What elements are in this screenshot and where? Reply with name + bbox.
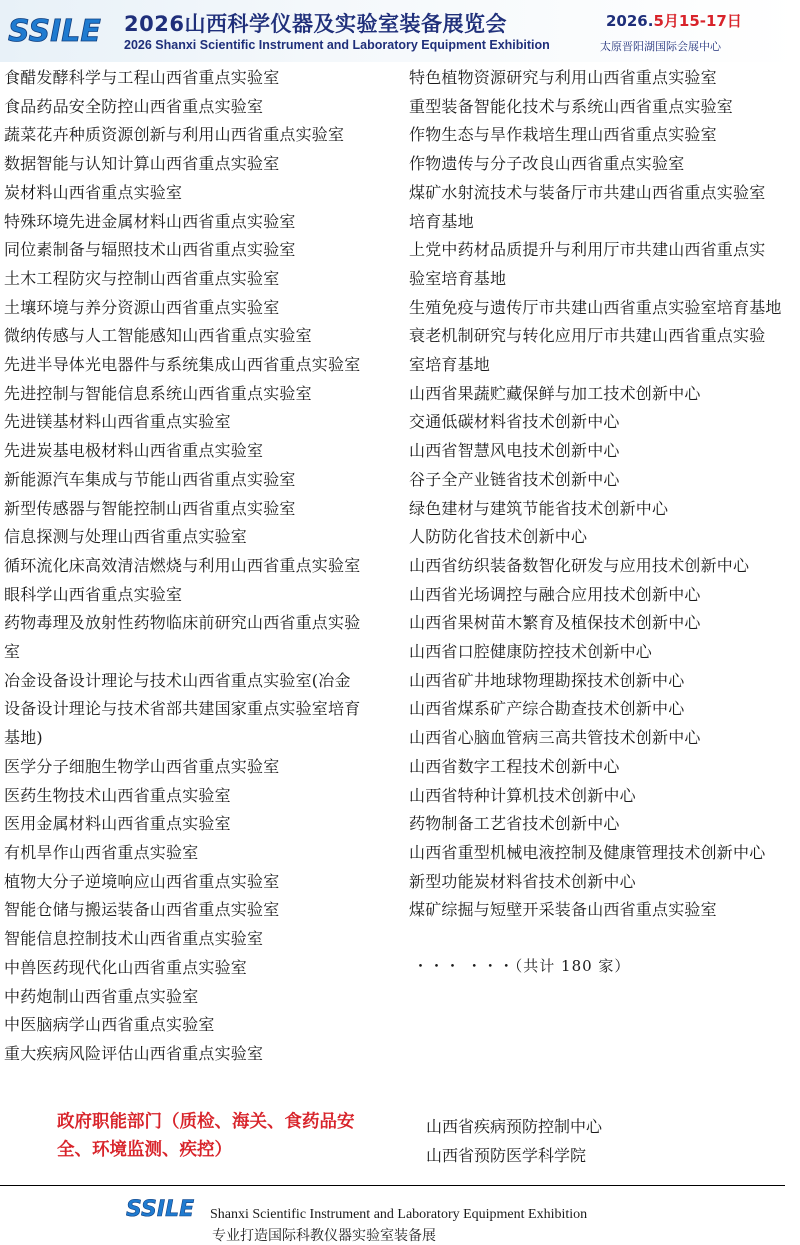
date-year: 2026.	[606, 12, 654, 30]
list-item: 山西省矿井地球物理勘探技术创新中心	[409, 670, 685, 690]
exhibition-title-en: 2026 Shanxi Scientific Instrument and Laboratory Equipment Exhibition	[124, 38, 550, 52]
footer-divider	[0, 1185, 785, 1186]
list-item: 山西省重型机械电液控制及健康管理技术创新中心	[409, 842, 766, 862]
list-item: 山西省纺织装备数智化研发与应用技术创新中心	[409, 555, 750, 575]
list-item: 室	[4, 642, 21, 662]
list-item: 上党中药材品质提升与利用厅市共建山西省重点实	[409, 240, 766, 260]
list-item: 山西省预防医学科学院	[426, 1146, 587, 1165]
list-item: 中医脑病学山西省重点实验室	[4, 1015, 215, 1035]
svg-text:SSILE: SSILE	[8, 14, 101, 49]
list-item: 山西省心脑血管病三高共管技术创新中心	[409, 728, 701, 748]
exhibition-venue: 太原晋阳湖国际会展中心	[600, 40, 721, 53]
left-lab-list	[4, 64, 400, 1069]
exhibition-title-cn: 2026山西科学仪器及实验室装备展览会	[124, 12, 507, 36]
list-item: 数据智能与认知计算山西省重点实验室	[4, 154, 280, 174]
footer-ssile-logo	[125, 1193, 207, 1223]
list-item: 新能源汽车集成与节能山西省重点实验室	[4, 469, 296, 489]
list-item: 山西省数字工程技术创新中心	[409, 756, 620, 776]
list-item: 作物遗传与分子改良山西省重点实验室	[409, 154, 685, 174]
list-item: 绿色建材与建筑节能省技术创新中心	[409, 498, 669, 518]
list-item: 验室培育基地	[409, 268, 507, 288]
list-item: 智能仓储与搬运装备山西省重点实验室	[4, 900, 280, 920]
list-item: 炭材料山西省重点实验室	[4, 182, 183, 202]
list-item: 药物制备工艺省技术创新中心	[409, 814, 620, 834]
list-item: 培育基地	[409, 211, 474, 231]
list-item: 山西省光场调控与融合应用技术创新中心	[409, 584, 701, 604]
list-item: 重型装备智能化技术与系统山西省重点实验室	[409, 96, 734, 116]
list-item: 山西省口腔健康防控技术创新中心	[409, 642, 653, 662]
list-item: 先进半导体光电器件与系统集成山西省重点实验室	[4, 355, 361, 375]
list-item: 山西省智慧风电技术创新中心	[409, 441, 620, 461]
list-item: 微纳传感与人工智能感知山西省重点实验室	[4, 326, 312, 346]
list-item: 中兽医药现代化山西省重点实验室	[4, 957, 248, 977]
list-item: 医用金属材料山西省重点实验室	[4, 814, 231, 834]
svg-text:SSILE: SSILE	[126, 1197, 195, 1222]
list-item: 土壤环境与养分资源山西省重点实验室	[4, 297, 280, 317]
list-item: 谷子全产业链省技术创新中心	[409, 469, 620, 489]
list-item: 新型功能炭材料省技术创新中心	[409, 871, 636, 891]
list-item: 重大疾病风险评估山西省重点实验室	[4, 1043, 264, 1063]
footer-title-en: Shanxi Scientific Instrument and Laboratory Equipment Exhibition	[210, 1207, 588, 1222]
list-item: 衰老机制研究与转化应用厅市共建山西省重点实验	[409, 326, 766, 346]
list-item: 食品药品安全防控山西省重点实验室	[4, 96, 264, 116]
date-days: 5月15-17日	[653, 12, 742, 30]
list-item: 山西省疾病预防控制中心	[426, 1117, 603, 1136]
list-item: 冶金设备设计理论与技术山西省重点实验室(冶金	[4, 670, 351, 690]
list-item: 医药生物技术山西省重点实验室	[4, 785, 231, 805]
list-item: 循环流化床高效清洁燃烧与利用山西省重点实验室	[4, 555, 361, 575]
government-heading: 政府职能部门（质检、海关、食药品安全、环境监测、疾控）	[57, 1112, 355, 1160]
list-item: 山西省特种计算机技术创新中心	[409, 785, 636, 805]
list-item: 设备设计理论与技术省部共建国家重点实验室培育	[4, 699, 361, 719]
list-item: 特色植物资源研究与利用山西省重点实验室	[409, 68, 717, 87]
list-item: 基地)	[4, 728, 43, 748]
total-count-note: ・・・ ・・・（共计 180 家）	[413, 957, 631, 975]
list-item: 煤矿水射流技术与装备厅市共建山西省重点实验室	[409, 182, 766, 202]
list-item: 人防防化省技术创新中心	[409, 527, 588, 547]
list-item: 食醋发酵科学与工程山西省重点实验室	[4, 68, 280, 87]
ssile-logo	[6, 10, 114, 50]
header-banner	[0, 0, 800, 62]
list-item: 医学分子细胞生物学山西省重点实验室	[4, 756, 280, 776]
list-item: 先进炭基电极材料山西省重点实验室	[4, 441, 264, 461]
list-item: 生殖免疫与遗传厅市共建山西省重点实验室培育基地	[409, 297, 782, 317]
list-item: 作物生态与旱作栽培生理山西省重点实验室	[409, 125, 717, 145]
list-item: 室培育基地	[409, 355, 491, 375]
list-item: 山西省煤系矿产综合勘查技术创新中心	[409, 699, 685, 719]
list-item: 植物大分子逆境响应山西省重点实验室	[4, 871, 280, 891]
footer-slogan: 专业打造国际科教仪器实验室装备展	[212, 1228, 436, 1244]
list-item: 有机旱作山西省重点实验室	[4, 842, 199, 862]
list-item: 山西省果树苗木繁育及植保技术创新中心	[409, 613, 701, 633]
list-item: 先进控制与智能信息系统山西省重点实验室	[4, 383, 312, 403]
list-item: 山西省果蔬贮藏保鲜与加工技术创新中心	[409, 383, 701, 403]
list-item: 新型传感器与智能控制山西省重点实验室	[4, 498, 296, 518]
list-item: 同位素制备与辐照技术山西省重点实验室	[4, 240, 296, 260]
list-item: 信息探测与处理山西省重点实验室	[4, 527, 248, 547]
list-item: 中药炮制山西省重点实验室	[4, 986, 199, 1006]
list-item: 眼科学山西省重点实验室	[4, 584, 183, 604]
list-item: 智能信息控制技术山西省重点实验室	[4, 929, 264, 949]
exhibition-date	[606, 10, 742, 31]
list-item: 先进镁基材料山西省重点实验室	[4, 412, 231, 432]
right-lab-list	[409, 64, 800, 925]
list-item: 特殊环境先进金属材料山西省重点实验室	[4, 211, 296, 231]
list-item: 药物毒理及放射性药物临床前研究山西省重点实验	[4, 613, 361, 633]
list-item: 蔬菜花卉种质资源创新与利用山西省重点实验室	[4, 125, 345, 145]
list-item: 煤矿综掘与短壁开采装备山西省重点实验室	[409, 900, 717, 920]
list-item: 交通低碳材料省技术创新中心	[409, 412, 620, 432]
government-list	[426, 1112, 602, 1170]
list-item: 土木工程防灾与控制山西省重点实验室	[4, 268, 280, 288]
